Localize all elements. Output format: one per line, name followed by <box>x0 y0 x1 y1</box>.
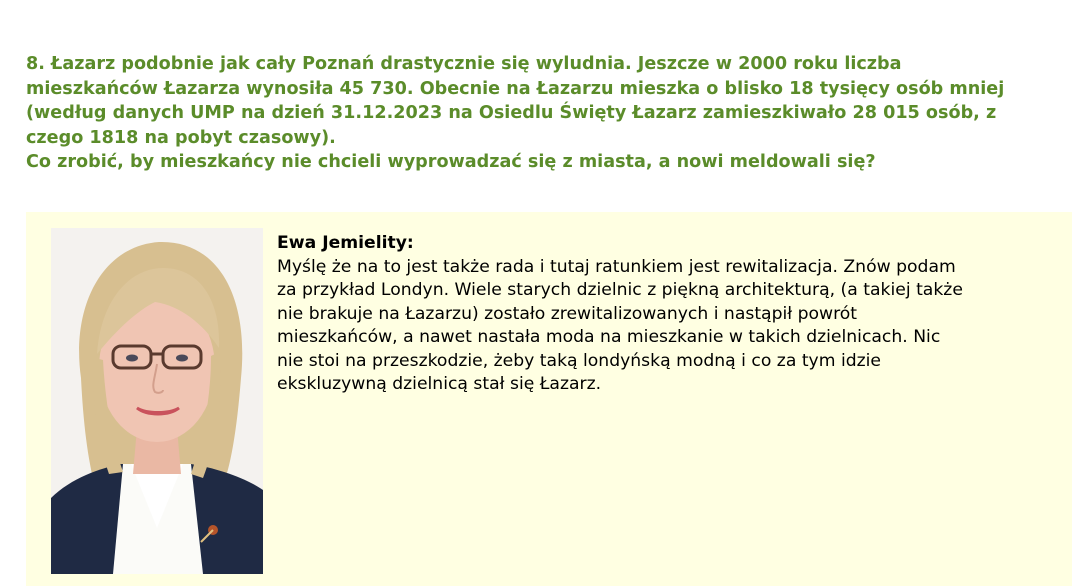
question-line: (według danych UMP na dzień 31.12.2023 na Osiedlu Święty Łazarz zamieszkiwało 28 015 osób, z <box>26 103 997 123</box>
answer-line: nie stoi na przeszkodzie, żeby taką londyńską modną i co za tym idzie <box>277 350 881 371</box>
answer-line: ekskluzywną dzielnicą stał się Łazarz. <box>277 374 602 394</box>
answer-line: mieszkańców, a nawet nastała moda na mieszkanie w takich dzielnicach. Nic <box>277 327 941 347</box>
question-block <box>26 52 1026 175</box>
portrait-image <box>51 228 263 574</box>
answer-line: za przykład Londyn. Wiele starych dzielnic z piękną architekturą, (a takiej także <box>277 280 963 300</box>
author-name: Ewa Jemielity: <box>277 233 414 253</box>
question-line: mieszkańców Łazarza wynosiła 45 730. Obecnie na Łazarzu mieszka o blisko 18 tysięcy osób mniej <box>26 78 1005 99</box>
answer-box <box>26 212 1072 586</box>
answer-line: Myślę że na to jest także rada i tutaj ratunkiem jest rewitalizacja. Znów podam <box>277 256 956 277</box>
question-line: Co zrobić, by mieszkańcy nie chcieli wyprowadzać się z miasta, a nowi meldowali się? <box>26 152 876 172</box>
author-photo <box>51 228 263 574</box>
question-line: czego 1818 na pobyt czasowy). <box>26 127 336 148</box>
answer-line: nie brakuje na Łazarzu) zostało zrewitalizowanych i nastąpił powrót <box>277 303 858 324</box>
question-line: 8. Łazarz podobnie jak cały Poznań drastycznie się wyludnia. Jeszcze w 2000 roku liczba <box>26 54 902 74</box>
answer-text <box>277 232 1067 397</box>
